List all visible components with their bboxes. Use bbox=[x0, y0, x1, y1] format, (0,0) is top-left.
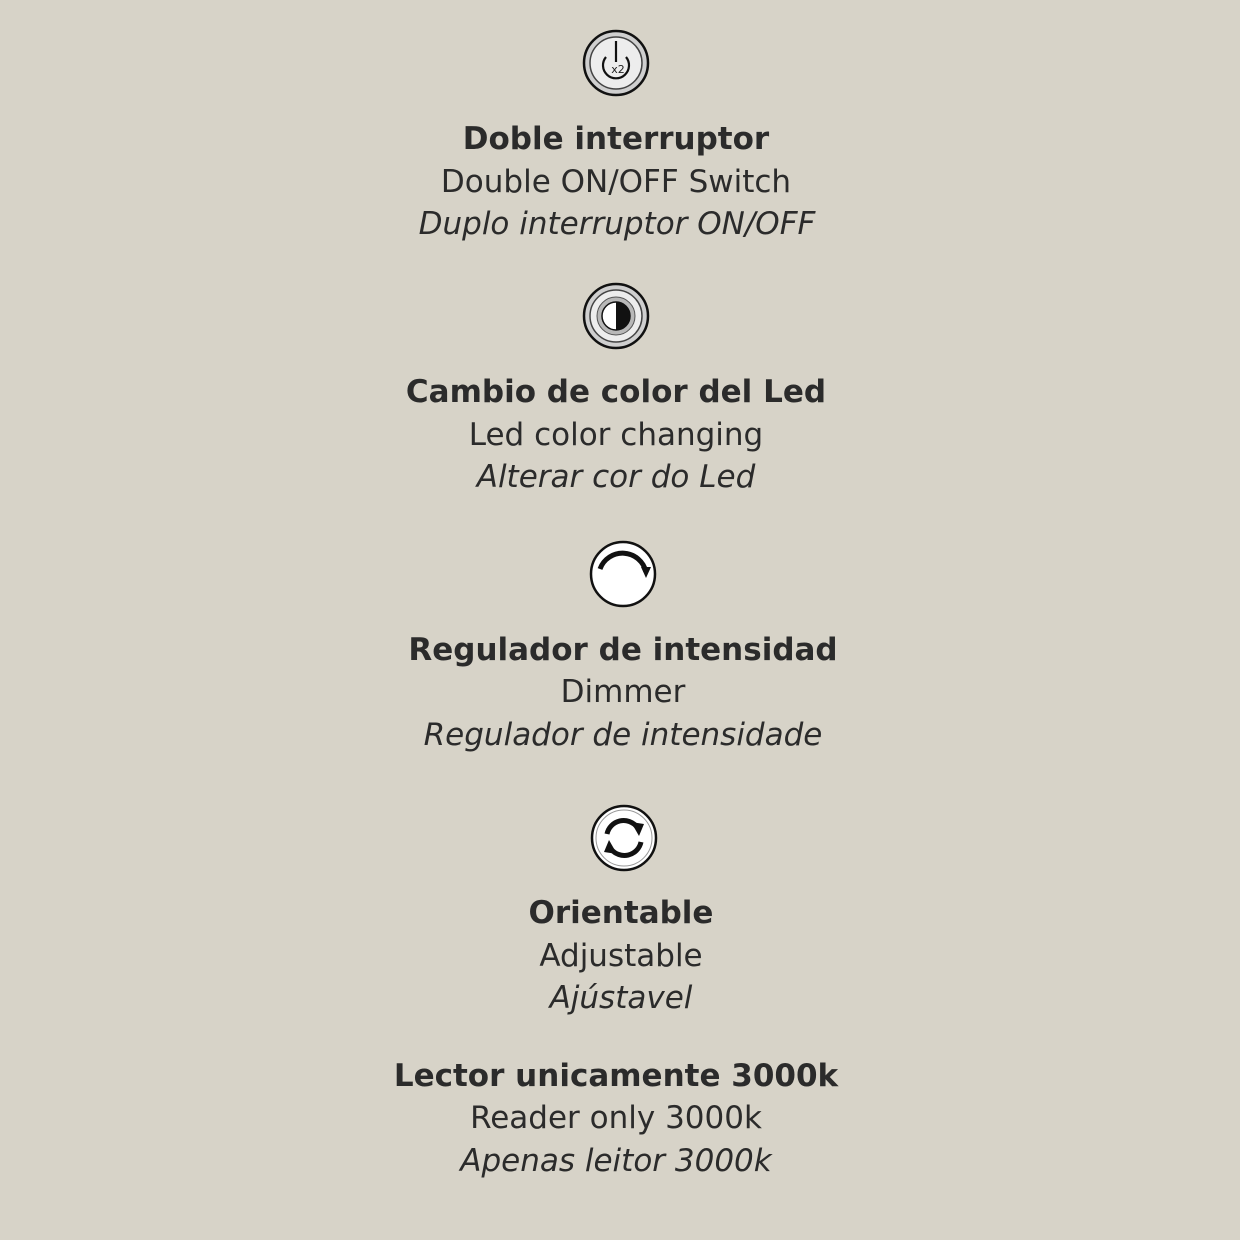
feature-title-spanish: Regulador de intensidad bbox=[408, 632, 838, 668]
feature-name-portuguese: Apenas leitor 3000k bbox=[460, 1143, 772, 1179]
feature-name-english: Led color changing bbox=[468, 417, 764, 453]
feature-name-portuguese: Duplo interruptor ON/OFF bbox=[418, 206, 816, 242]
feature-name-english: Double ON/OFF Switch bbox=[440, 164, 792, 200]
dimmer-icon bbox=[588, 539, 658, 609]
feature-title-spanish: Lector unicamente 3000k bbox=[393, 1058, 839, 1094]
feature-title-spanish: Orientable bbox=[528, 895, 714, 931]
feature-name-english: Dimmer bbox=[560, 674, 686, 710]
feature-name-portuguese: Alterar cor do Led bbox=[476, 459, 756, 495]
color-change-icon bbox=[581, 281, 651, 351]
rotate-icon bbox=[589, 803, 659, 873]
feature-name-portuguese: Regulador de intensidade bbox=[423, 717, 823, 753]
feature-title-spanish: Cambio de color del Led bbox=[405, 374, 827, 410]
feature-name-portuguese: Ajústavel bbox=[549, 980, 693, 1016]
svg-text:x2: x2 bbox=[611, 63, 625, 76]
feature-title-spanish: Doble interruptor bbox=[462, 121, 770, 157]
feature-name-english: Reader only 3000k bbox=[470, 1100, 762, 1136]
double-power-icon bbox=[581, 28, 651, 98]
feature-name-english: Adjustable bbox=[539, 938, 703, 974]
